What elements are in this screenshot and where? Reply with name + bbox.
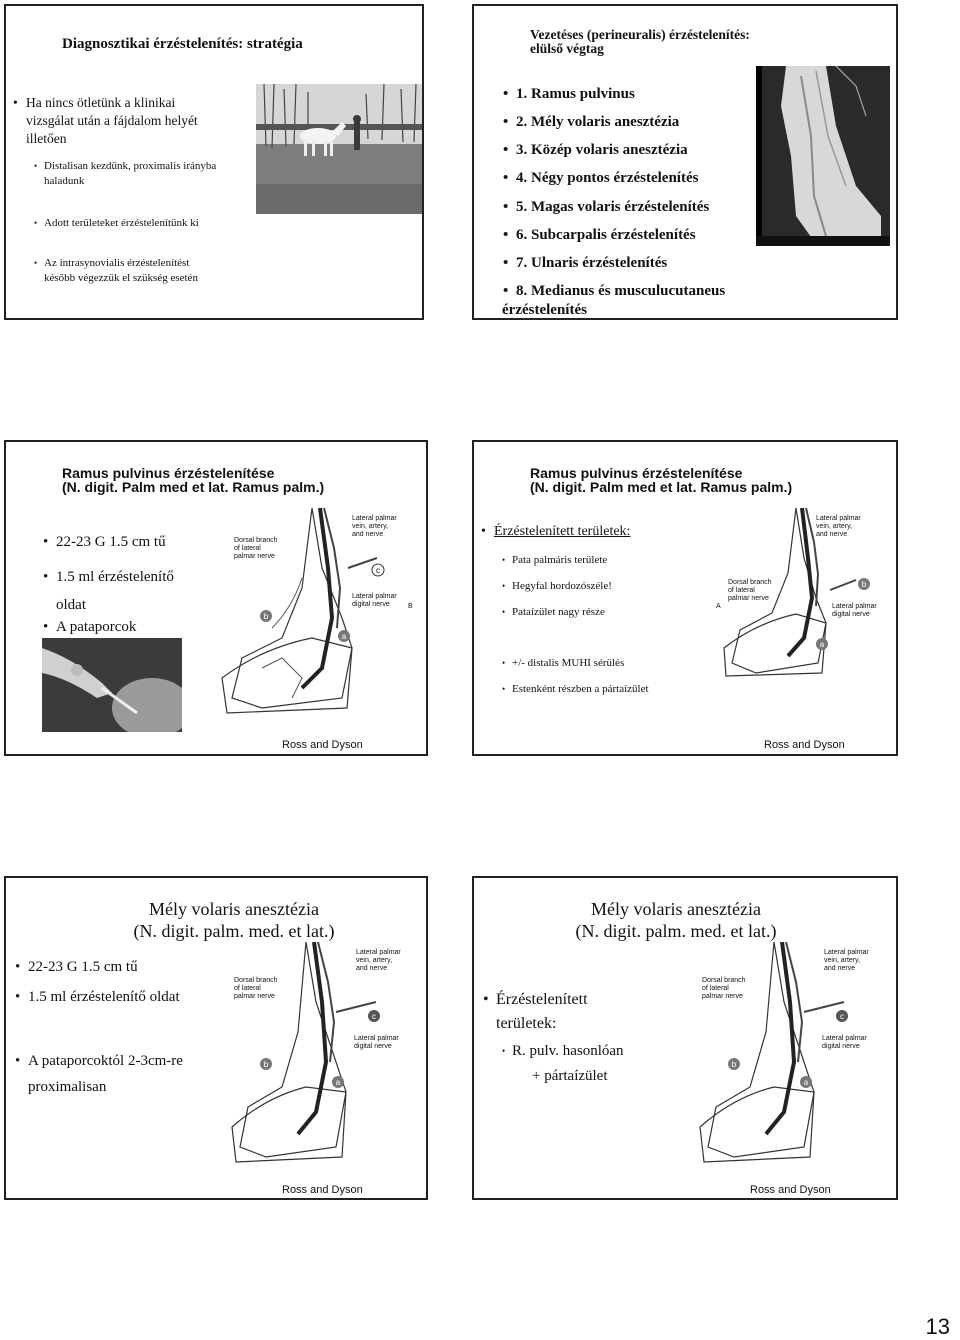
bullet-needle bbox=[56, 533, 166, 551]
credit: Ross and Dyson bbox=[282, 739, 363, 751]
svg-text:b: b bbox=[731, 1060, 737, 1069]
main-bullet bbox=[26, 94, 198, 148]
hoof-diagram bbox=[226, 942, 426, 1172]
svg-text:a: a bbox=[341, 632, 347, 641]
label-vein: Lateral palmar bbox=[816, 515, 861, 522]
label-dorsal: of lateral bbox=[234, 985, 261, 992]
svg-text:b: b bbox=[263, 612, 269, 621]
bullet-needle: • 22-23 G 1.5 cm tű bbox=[28, 958, 138, 976]
label-dorsal: Dorsal branch bbox=[728, 579, 772, 586]
slide-title bbox=[114, 898, 354, 942]
bullet-line: proximalisan bbox=[28, 1079, 107, 1095]
svg-text:c: c bbox=[372, 1012, 376, 1021]
list-item: • 6. Subcarpalis érzéstelenítés bbox=[516, 226, 696, 244]
list-item-continuation: érzéstelenítés bbox=[502, 302, 587, 318]
bullet-line: • 22-23 G 1.5 cm tű bbox=[56, 534, 166, 550]
label-digital: digital nerve bbox=[354, 1043, 392, 1050]
label-digital: digital nerve bbox=[352, 601, 390, 608]
sub-bullet-areas bbox=[44, 216, 199, 231]
label-vein: vein, artery, bbox=[816, 523, 853, 530]
main-bullet-line: • Ha nincs ötletünk a klinikai bbox=[26, 95, 176, 110]
label-vein: and nerve bbox=[356, 965, 388, 972]
sub-bullet: • +/- distalis MUHI sérülés bbox=[512, 656, 624, 671]
label-dorsal: palmar nerve bbox=[234, 993, 275, 1000]
label-dorsal: Dorsal branch bbox=[702, 977, 746, 984]
label-dorsal: Dorsal branch bbox=[234, 977, 278, 984]
label-vein: and nerve bbox=[824, 965, 856, 972]
label-vein: and nerve bbox=[816, 531, 848, 538]
list-item: • 4. Négy pontos érzéstelenítés bbox=[516, 169, 698, 187]
slide-title bbox=[546, 898, 806, 942]
credit: Ross and Dyson bbox=[750, 1184, 831, 1196]
label-dorsal: palmar nerve bbox=[702, 993, 743, 1000]
svg-text:a: a bbox=[803, 1078, 809, 1087]
label-vein: Lateral palmar bbox=[352, 515, 397, 522]
label-letter: A bbox=[716, 603, 721, 610]
bullet-volume bbox=[56, 563, 174, 619]
label-vein: vein, artery, bbox=[352, 523, 389, 530]
list-item: • 5. Magas volaris érzéstelenítés bbox=[516, 198, 709, 216]
sub-bullet: • Estenként részben a pártaízület bbox=[512, 682, 649, 697]
sub-bullet: • Pataízület nagy része bbox=[512, 605, 605, 620]
label-vein: Lateral palmar bbox=[824, 949, 869, 956]
label-digital: Lateral palmar bbox=[832, 603, 877, 610]
svg-text:b: b bbox=[263, 1060, 269, 1069]
label-vein: Lateral palmar bbox=[356, 949, 401, 956]
slide-diagnostic-strategy bbox=[4, 4, 424, 320]
sub-bullet-line: • Adott területeket érzéstelenítünk ki bbox=[44, 217, 199, 229]
slide-title bbox=[62, 466, 324, 494]
horse-photo bbox=[256, 84, 424, 214]
svg-text:c: c bbox=[840, 1012, 844, 1021]
sub-bullet: • R. pulv. hasonlóan bbox=[512, 1042, 624, 1060]
slide-title-line: elülső végtag bbox=[530, 41, 604, 56]
label-dorsal: Dorsal branch bbox=[234, 537, 278, 544]
slide-title-line: Mély volaris anesztézia bbox=[149, 899, 319, 919]
sub-bullet: • Hegyfal hordozószéle! bbox=[512, 579, 612, 594]
bullet-volume: • 1.5 ml érzéstelenítő oldat bbox=[28, 988, 180, 1006]
bullet-line: • Érzéstelenített bbox=[496, 991, 588, 1008]
slide-title-line: Mély volaris anesztézia bbox=[591, 899, 761, 919]
label-dorsal: of lateral bbox=[702, 985, 729, 992]
slide-perineural-forelimb bbox=[472, 4, 898, 320]
slide-deep-volar-1 bbox=[4, 876, 428, 1200]
slide-deep-volar-2 bbox=[472, 876, 898, 1200]
list-item: • 2. Mély volaris anesztézia bbox=[516, 113, 679, 131]
hoof-diagram bbox=[684, 942, 894, 1172]
label-dorsal: palmar nerve bbox=[728, 595, 769, 602]
label-digital: Lateral palmar bbox=[354, 1035, 399, 1042]
slide-title bbox=[530, 28, 750, 56]
slide-title bbox=[530, 466, 792, 494]
bullet-line: oldat bbox=[56, 597, 86, 613]
label-digital: Lateral palmar bbox=[352, 593, 397, 600]
slide-title: Diagnosztikai érzéstelenítés: stratégia bbox=[62, 36, 303, 52]
svg-text:a: a bbox=[335, 1078, 341, 1087]
bullet-line: • A pataporcoktól 2-3cm-re bbox=[28, 1053, 183, 1069]
bullet-line: • A pataporcok bbox=[56, 619, 137, 635]
slide-title-line: Ramus pulvinus érzéstelenítése bbox=[62, 465, 275, 481]
credit: Ross and Dyson bbox=[282, 1184, 363, 1196]
sub-bullet-line: később végezzük el szükség esetén bbox=[44, 272, 198, 284]
svg-text:a: a bbox=[819, 640, 825, 649]
label-vein: vein, artery, bbox=[356, 957, 393, 964]
hoof-diagram bbox=[202, 508, 426, 716]
slide-title-line: (N. digit. Palm med et lat. Ramus palm.) bbox=[62, 479, 325, 495]
sub-bullet-line: haladunk bbox=[44, 175, 85, 187]
sub-bullet-line: • Distalisan kezdünk, proximalis irányba bbox=[44, 160, 217, 172]
bullet-cartilage bbox=[56, 618, 136, 636]
main-bullet-line: illetően bbox=[26, 131, 67, 146]
credit: Ross and Dyson bbox=[764, 739, 845, 751]
list-item: • 3. Közép volaris anesztézia bbox=[516, 141, 688, 159]
specimen-photo bbox=[756, 66, 890, 246]
main-bullet-line: vizsgálat után a fájdalom helyét bbox=[26, 113, 198, 128]
sub-bullet-distal bbox=[44, 159, 216, 189]
label-digital: Lateral palmar bbox=[822, 1035, 867, 1042]
slide-title-line: (N. digit. palm. med. et lat.) bbox=[575, 921, 777, 941]
sub-bullet-continuation: + pártaízület bbox=[532, 1068, 608, 1084]
injection-photo bbox=[42, 638, 182, 732]
slide-ramus-pulvinus-1 bbox=[4, 440, 428, 756]
svg-text:b: b bbox=[861, 580, 867, 589]
sub-bullet-line: • Az intrasynovialis érzéstelenítést bbox=[44, 257, 190, 269]
label-digital: digital nerve bbox=[822, 1043, 860, 1050]
heading-anesthetized-areas: • Érzéstelenített területek: bbox=[494, 523, 630, 541]
list-item: • 1. Ramus pulvinus bbox=[516, 85, 635, 103]
bullet-location bbox=[28, 1048, 183, 1100]
sub-bullet-intrasynovial bbox=[44, 256, 198, 286]
slide-title-line: (N. digit. Palm med et lat. Ramus palm.) bbox=[530, 479, 793, 495]
label-dorsal: of lateral bbox=[234, 545, 261, 552]
hoof-diagram bbox=[706, 508, 894, 678]
label-vein: vein, artery, bbox=[824, 957, 861, 964]
label-dorsal: palmar nerve bbox=[234, 553, 275, 560]
page-number: 13 bbox=[925, 1314, 950, 1339]
label-vein: and nerve bbox=[352, 531, 384, 538]
slide-ramus-pulvinus-2 bbox=[472, 440, 898, 756]
sub-bullet: • Pata palmáris területe bbox=[512, 553, 607, 568]
slide-title-line: Ramus pulvinus érzéstelenítése bbox=[530, 465, 743, 481]
bullet-line: területek: bbox=[496, 1015, 557, 1032]
bullet-line: • 1.5 ml érzéstelenítő bbox=[56, 569, 174, 585]
list-item: • 7. Ulnaris érzéstelenítés bbox=[516, 254, 667, 272]
label-letter: B bbox=[408, 603, 413, 610]
svg-text:c: c bbox=[376, 566, 380, 575]
label-digital: digital nerve bbox=[832, 611, 870, 618]
list-item: • 8. Medianus és musculucutaneus bbox=[516, 282, 725, 300]
label-dorsal: of lateral bbox=[728, 587, 755, 594]
slide-title-line: Vezetéses (perineuralis) érzéstelenítés: bbox=[530, 27, 750, 42]
bullet-anesthetized-areas bbox=[496, 988, 588, 1036]
slide-title-line: (N. digit. palm. med. et lat.) bbox=[133, 921, 335, 941]
